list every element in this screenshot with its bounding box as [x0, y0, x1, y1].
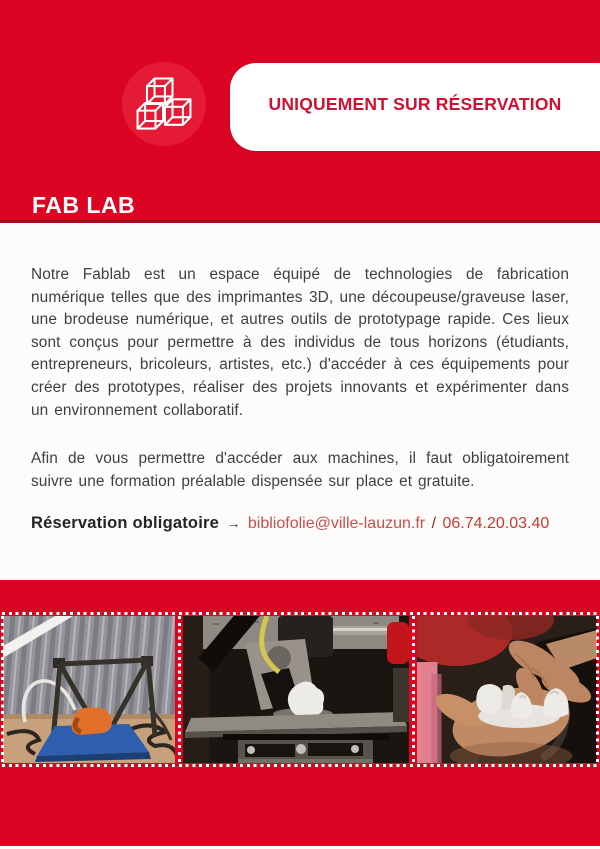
- reservation-label: Réservation obligatoire: [31, 514, 219, 533]
- photo-strip: [0, 610, 600, 769]
- header: [0, 0, 600, 223]
- arrow-right-icon: →: [226, 515, 241, 532]
- dotted-border-bottom: [2, 764, 598, 767]
- photo-printing-closeup: [183, 616, 409, 763]
- cubes-badge: [122, 62, 206, 146]
- photo-gallery: [0, 580, 600, 846]
- reservation-line: [31, 514, 569, 533]
- reservation-banner: [230, 63, 600, 151]
- dotted-border-right: [596, 616, 599, 763]
- 3d-cubes-icon: [133, 70, 195, 138]
- contact-separator: /: [431, 515, 437, 533]
- page-title: FAB LAB: [32, 192, 136, 218]
- email-link[interactable]: bibliofolie@ville-lauzun.fr: [247, 515, 426, 533]
- phone-number[interactable]: 06.74.20.03.40: [442, 515, 550, 533]
- photo-separator: [409, 616, 417, 763]
- banner-label: UNIQUEMENT SUR RÉSERVATION: [268, 93, 562, 114]
- dotted-border-left: [1, 616, 4, 763]
- red-band-top: [0, 580, 600, 610]
- training-paragraph: Afin de vous permettre d'accéder aux machines, il faut obligatoirement suivre une formation préalable dispensée sur place et gratuite.: [31, 450, 569, 490]
- photo-3d-printer: [3, 616, 175, 763]
- dotted-border-top: [2, 612, 598, 615]
- intro-paragraph: Notre Fablab est un espace équipé de technologies de fabrication numérique telles que des imprimantes 3D, une découpeuse/graveuse laser, une brodeuse numérique, et autres outils de prototypage rapide. Ces lieux sont conçus pour permettre à des individus de tous horizons (étudiants, entrepreneurs, bricoleurs, artistes, etc.) d'accéder à ces équipements pour créer des prototypes, réaliser des projets innovants et expérimenter dans un environnement collaboratif.: [31, 266, 569, 419]
- content: [0, 223, 600, 580]
- photo-separator: [175, 616, 183, 763]
- footer-band: [0, 769, 600, 846]
- photo-printed-objects: [417, 616, 597, 763]
